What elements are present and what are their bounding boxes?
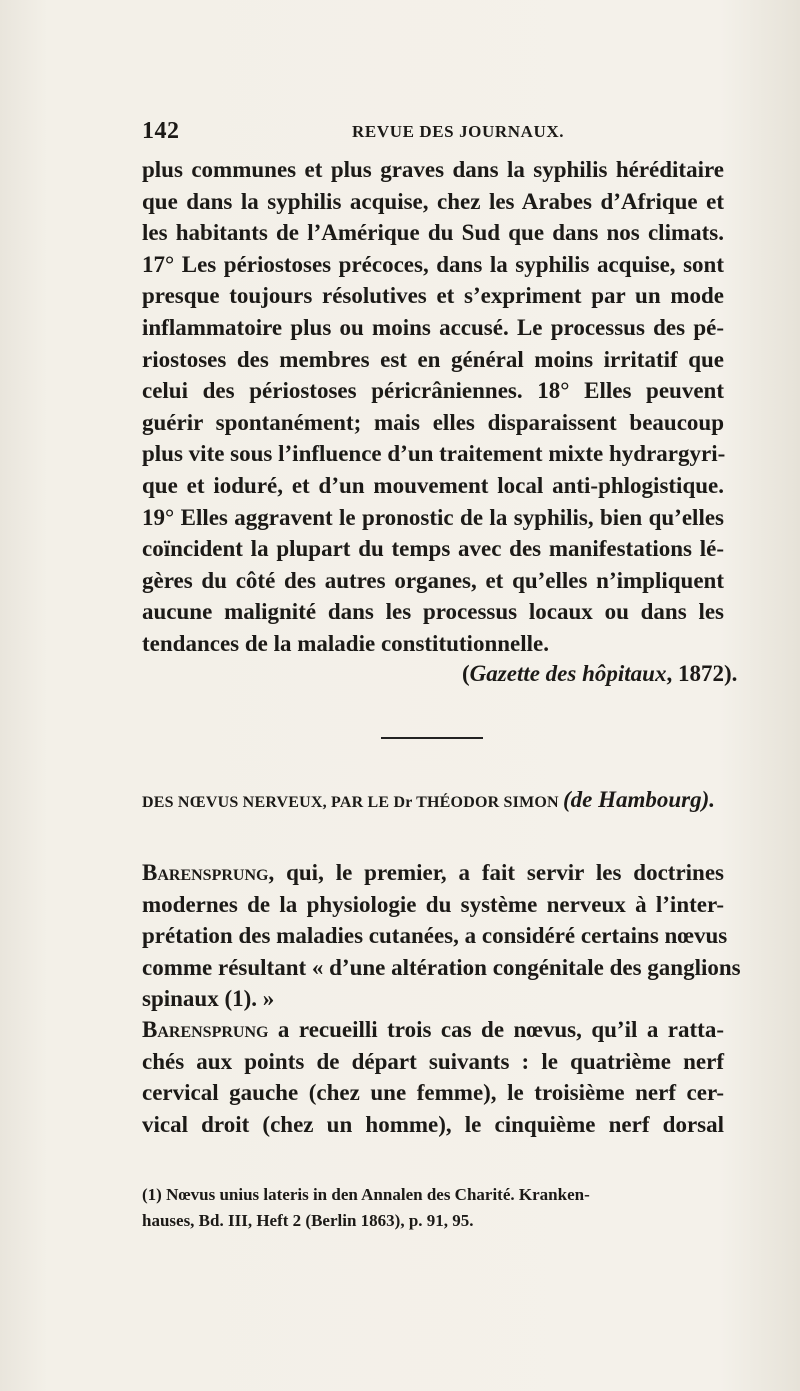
text-line: aucune malignité dans les processus locaux ou dans les bbox=[142, 599, 724, 625]
text-line: gères du côté des autres organes, et qu’elles n’impliquent bbox=[142, 567, 724, 593]
text-line: chés aux points de départ suivants : le quatrième nerf bbox=[142, 1048, 724, 1074]
citation-rest: , 1872). bbox=[666, 661, 738, 686]
source-citation bbox=[462, 661, 737, 687]
text-line: cervical gauche (chez une femme), le troisième nerf cer- bbox=[142, 1080, 724, 1106]
author-name: Barensprung bbox=[142, 1017, 269, 1042]
running-title: REVUE DES JOURNAUX. bbox=[352, 122, 565, 141]
footnote-line: (1) Nœvus unius lateris in den Annalen des Charité. Kranken- bbox=[142, 1185, 590, 1204]
text-line: 19° Elles aggravent le pronostic de la syphilis, bien qu’elles bbox=[142, 504, 724, 530]
footnote-line: hauses, Bd. III, Heft 2 (Berlin 1863), p. 91, 95. bbox=[142, 1211, 474, 1230]
author-name: Barensprung bbox=[142, 860, 269, 885]
text-line bbox=[142, 1014, 724, 1046]
text-line: celui des périostoses péricrâniennes. 18° Elles peuvent bbox=[142, 378, 724, 404]
article-title bbox=[142, 787, 732, 813]
text-line: que et ioduré, et d’un mouvement local anti-phlogistique. bbox=[142, 472, 724, 498]
citation-open: ( bbox=[462, 661, 470, 686]
text-line: prétation des maladies cutanées, a considéré certains nœvus bbox=[142, 923, 728, 949]
text-line: plus communes et plus graves dans la syphilis héréditaire bbox=[142, 157, 724, 182]
footnote bbox=[142, 1182, 724, 1234]
text-line bbox=[142, 857, 724, 889]
paragraph-periostoses bbox=[142, 154, 724, 660]
text-fragment: , qui, le premier, a fait servir les doctrines bbox=[268, 860, 724, 885]
text-line: vical droit (chez un homme), le cinquième nerf dorsal bbox=[142, 1111, 724, 1137]
paragraph-barensprung-doctrine bbox=[142, 857, 741, 1015]
page-number: 142 bbox=[142, 118, 180, 144]
article-title-origin: (de Hambourg). bbox=[562, 787, 716, 812]
section-divider bbox=[381, 737, 483, 739]
text-line: spinaux (1). » bbox=[142, 986, 275, 1012]
text-line: que dans la syphilis acquise, chez les Arabes d’Afrique et bbox=[142, 188, 724, 214]
text-line: tendances de la maladie constitutionnelle. bbox=[142, 630, 549, 656]
paragraph-barensprung-cases bbox=[142, 1014, 724, 1140]
article-title-main: DES NŒVUS NERVEUX, PAR LE Dr THÉODOR SIMON bbox=[142, 794, 563, 811]
text-line: coïncident la plupart du temps avec des manifestations lé- bbox=[142, 536, 724, 562]
text-line: modernes de la physiologie du système nerveux à l’inter- bbox=[142, 891, 724, 917]
text-fragment: a recueilli trois cas de nœvus, qu’il a ratta- bbox=[268, 1017, 724, 1042]
text-line: guérir spontanément; mais elles disparaissent beaucoup bbox=[142, 409, 724, 435]
text-line: inflammatoire plus ou moins accusé. Le processus des pé- bbox=[142, 314, 724, 340]
text-line: riostoses des membres est en général moins irritatif que bbox=[142, 346, 724, 372]
text-line: presque toujours résolutives et s’expriment par un mode bbox=[142, 283, 724, 309]
text-line: les habitants de l’Amérique du Sud que dans nos climats. bbox=[142, 220, 724, 246]
text-line: plus vite sous l’influence d’un traitement mixte hydrargyri- bbox=[142, 441, 726, 467]
page-header bbox=[142, 118, 724, 154]
text-line: 17° Les périostoses précoces, dans la syphilis acquise, sont bbox=[142, 251, 724, 277]
citation-source: Gazette des hôpitaux bbox=[469, 661, 667, 686]
text-line: comme résultant « d’une altération congénitale des ganglions bbox=[142, 954, 741, 980]
